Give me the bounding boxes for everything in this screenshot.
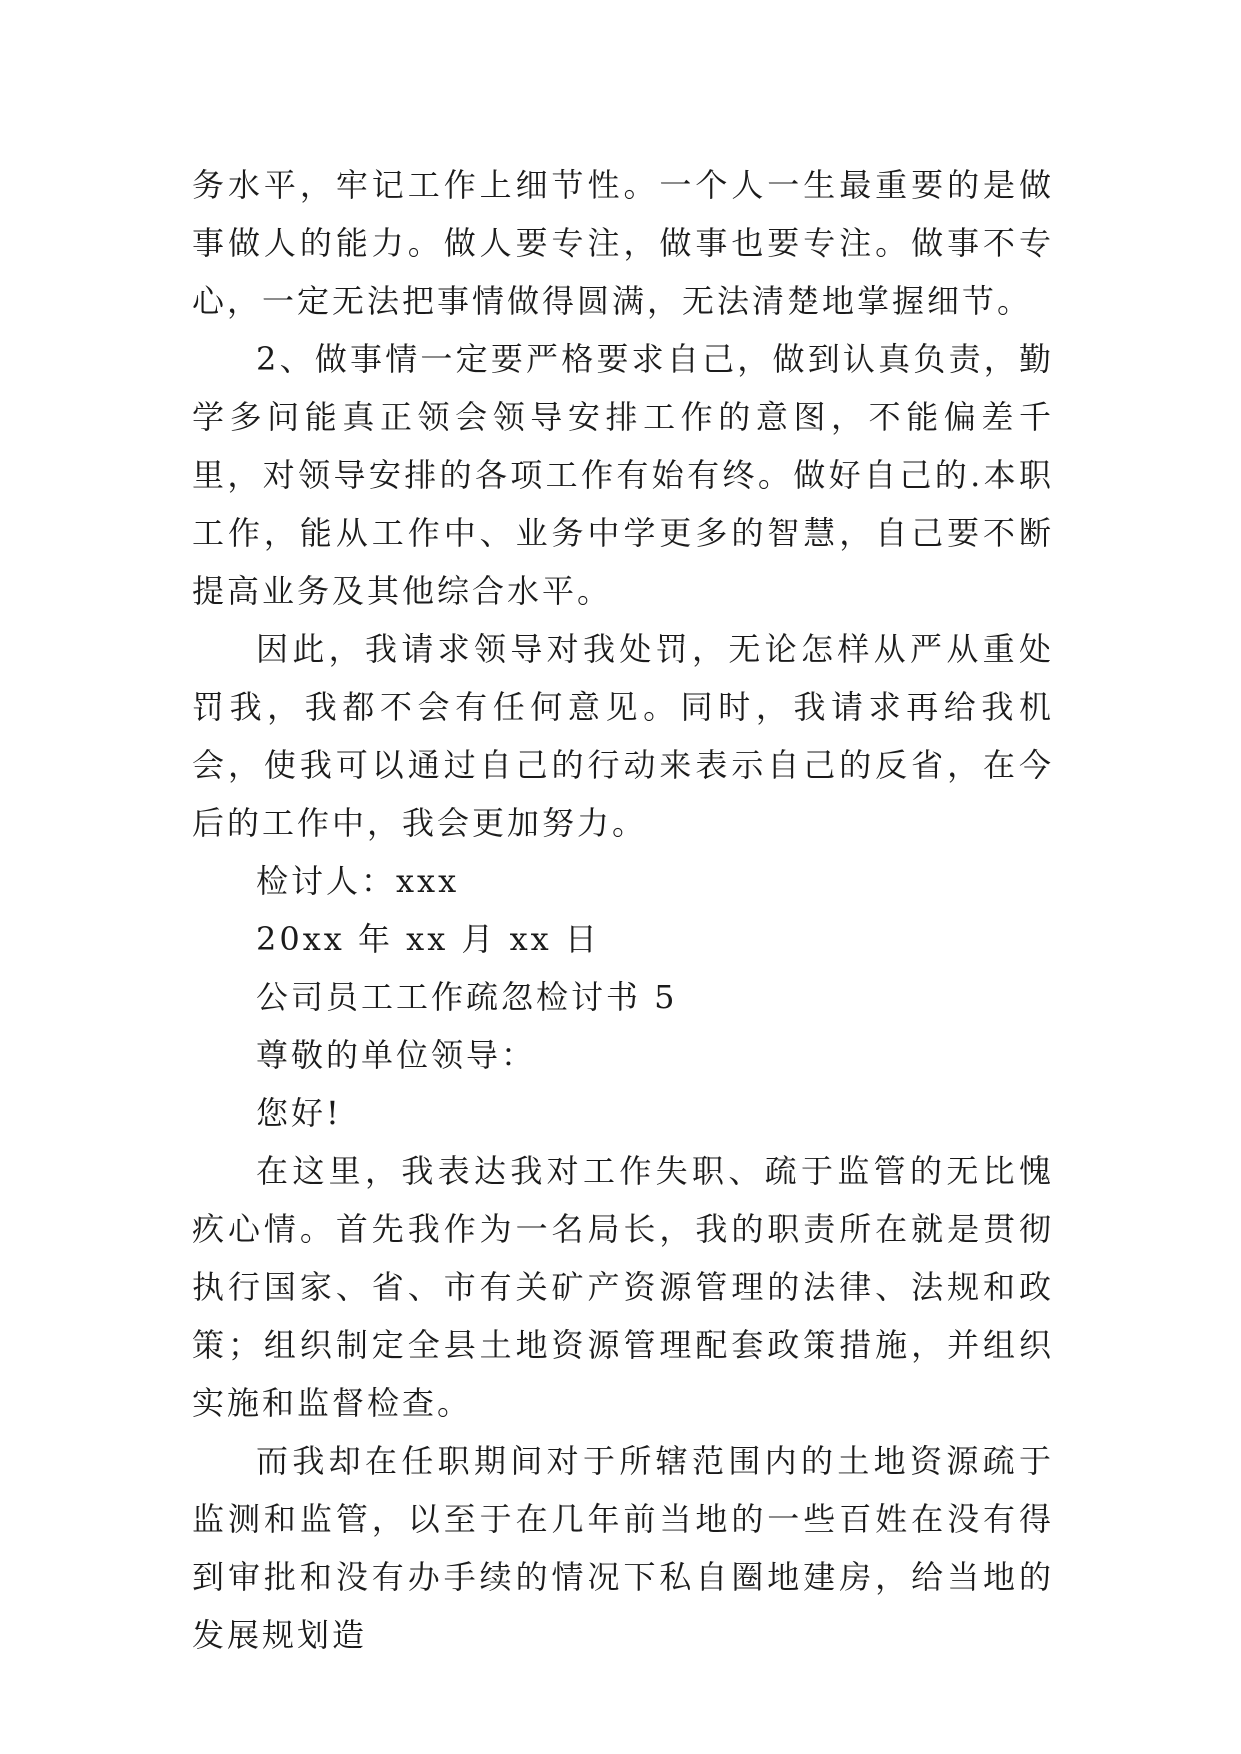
signature-line: 检讨人：xxx [256,862,460,900]
paragraph-conclusion: 因此，我请求领导对我处罚，无论怎样从严从重处罚我，我都不会有任何意见。同时，我请求再给我机会，使我可以通过自己的行动来表示自己的反省，在今后的工作中，我会更加努力。 [192,630,1054,842]
paragraph-point-2: 2、做事情一定要严格要求自己，做到认真负责，勤学多问能真正领会领导安排工作的意图，不能偏差千里，对领导安排的各项工作有始有终。做好自己的.本职工作，能从工作中、业务中学更多的智慧，自己要不断提高业务及其他综合水平。 [192,340,1054,610]
date-line: 20xx 年 xx 月 xx 日 [256,920,600,958]
paragraph-explanation: 而我却在任职期间对于所辖范围内的土地资源疏于监测和监管，以至于在几年前当地的一些百姓在没有得到审批和没有办手续的情况下私自圈地建房，给当地的发展规划造 [192,1442,1054,1654]
paragraph-continuation: 务水平，牢记工作上细节性。一个人一生最重要的是做事做人的能力。做人要专注，做事也要专注。做事不专心，一定无法把事情做得圆满，无法清楚地掌握细节。 [192,166,1054,320]
greeting: 您好! [256,1094,342,1132]
salutation: 尊敬的单位领导： [256,1036,537,1074]
document-body [192,156,1054,1664]
paragraph-apology: 在这里，我表达我对工作失职、疏于监管的无比愧疚心情。首先我作为一名局长，我的职责所在就是贯彻执行国家、省、市有关矿产资源管理的法律、法规和政策；组织制定全县土地资源管理配套政策措施，并组织实施和监督检查。 [192,1152,1054,1422]
section-title: 公司员工工作疏忽检讨书 5 [256,978,678,1016]
